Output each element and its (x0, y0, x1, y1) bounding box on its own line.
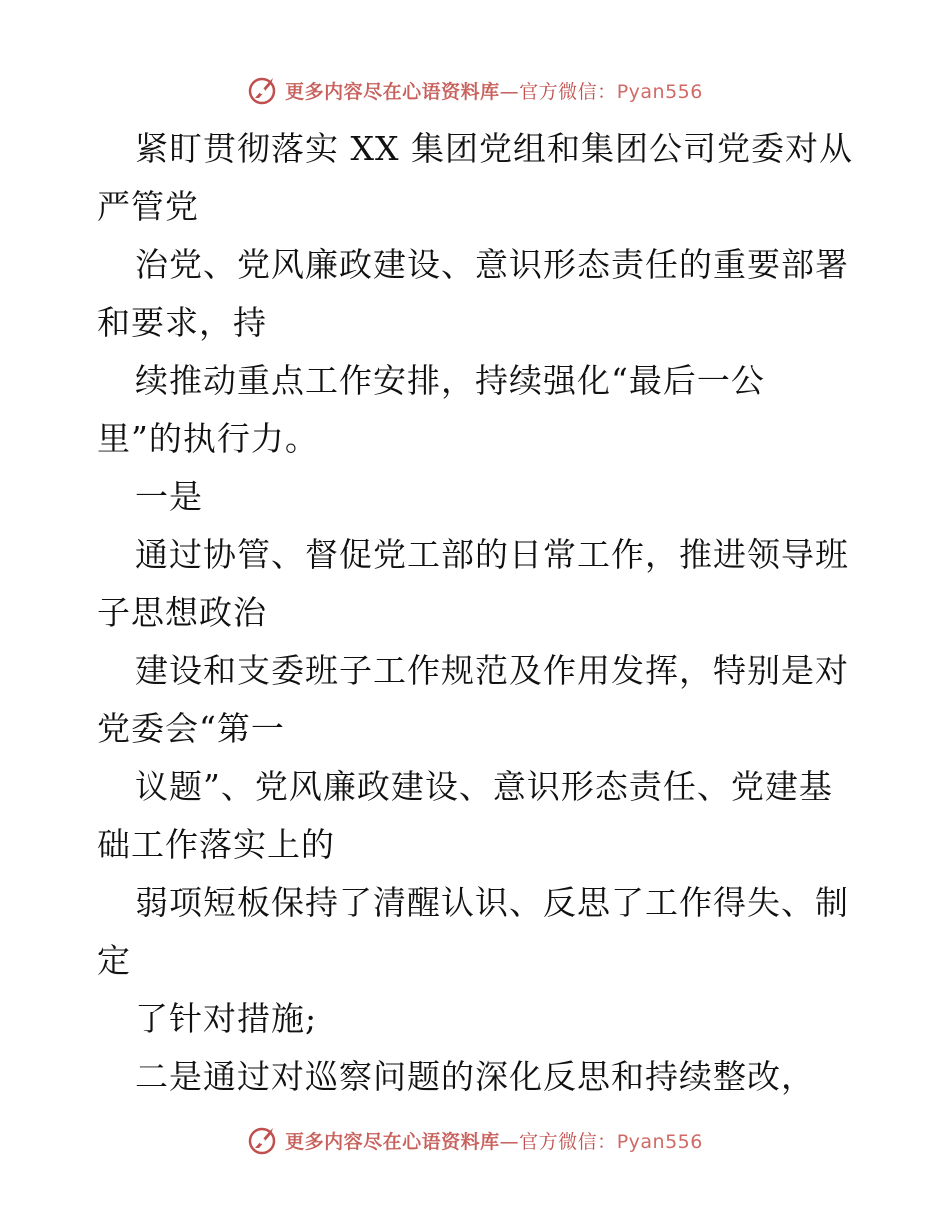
text-line: 二是通过对巡察问题的深化反思和持续整改， (135, 1057, 815, 1096)
document-body (97, 120, 867, 1106)
text-line: 建设和支委班子工作规范及作用发挥，特别是对 (135, 651, 849, 690)
text-line: 一是 (135, 477, 203, 516)
watermark-text: 更多内容尽在心语资料库—官方微信：Pyan556 (285, 1130, 703, 1153)
text-line: 议题”、党风廉政建设、意识形态责任、党建基 (135, 767, 833, 806)
text-line: 子思想政治 (97, 593, 267, 632)
quill-circle-icon (247, 74, 279, 106)
text-line: 弱项短板保持了清醒认识、反思了工作得失、制 (135, 883, 849, 922)
text-line: 础工作落实上的 (97, 825, 335, 864)
footer-watermark (0, 1122, 950, 1158)
text-line: 了针对措施; (135, 999, 318, 1038)
text-line: 续推动重点工作安排，持续强化“最后一公 (135, 361, 765, 400)
quill-circle-icon (247, 1124, 279, 1156)
text-line: 严管党 (97, 187, 199, 226)
text-line: 党委会“第一 (97, 709, 285, 748)
text-line: 里”的执行力。 (97, 419, 319, 458)
header-watermark (0, 72, 950, 108)
watermark-text: 更多内容尽在心语资料库—官方微信：Pyan556 (285, 80, 703, 103)
text-line: 和要求，持 (97, 303, 267, 342)
text-line: 治党、党风廉政建设、意识形态责任的重要部署 (135, 245, 849, 284)
text-line: 通过协管、督促党工部的日常工作，推进领导班 (135, 535, 849, 574)
text-line: 定 (97, 941, 131, 980)
text-line: 紧盯贯彻落实 XX 集团党组和集团公司党委对从 (135, 129, 853, 168)
